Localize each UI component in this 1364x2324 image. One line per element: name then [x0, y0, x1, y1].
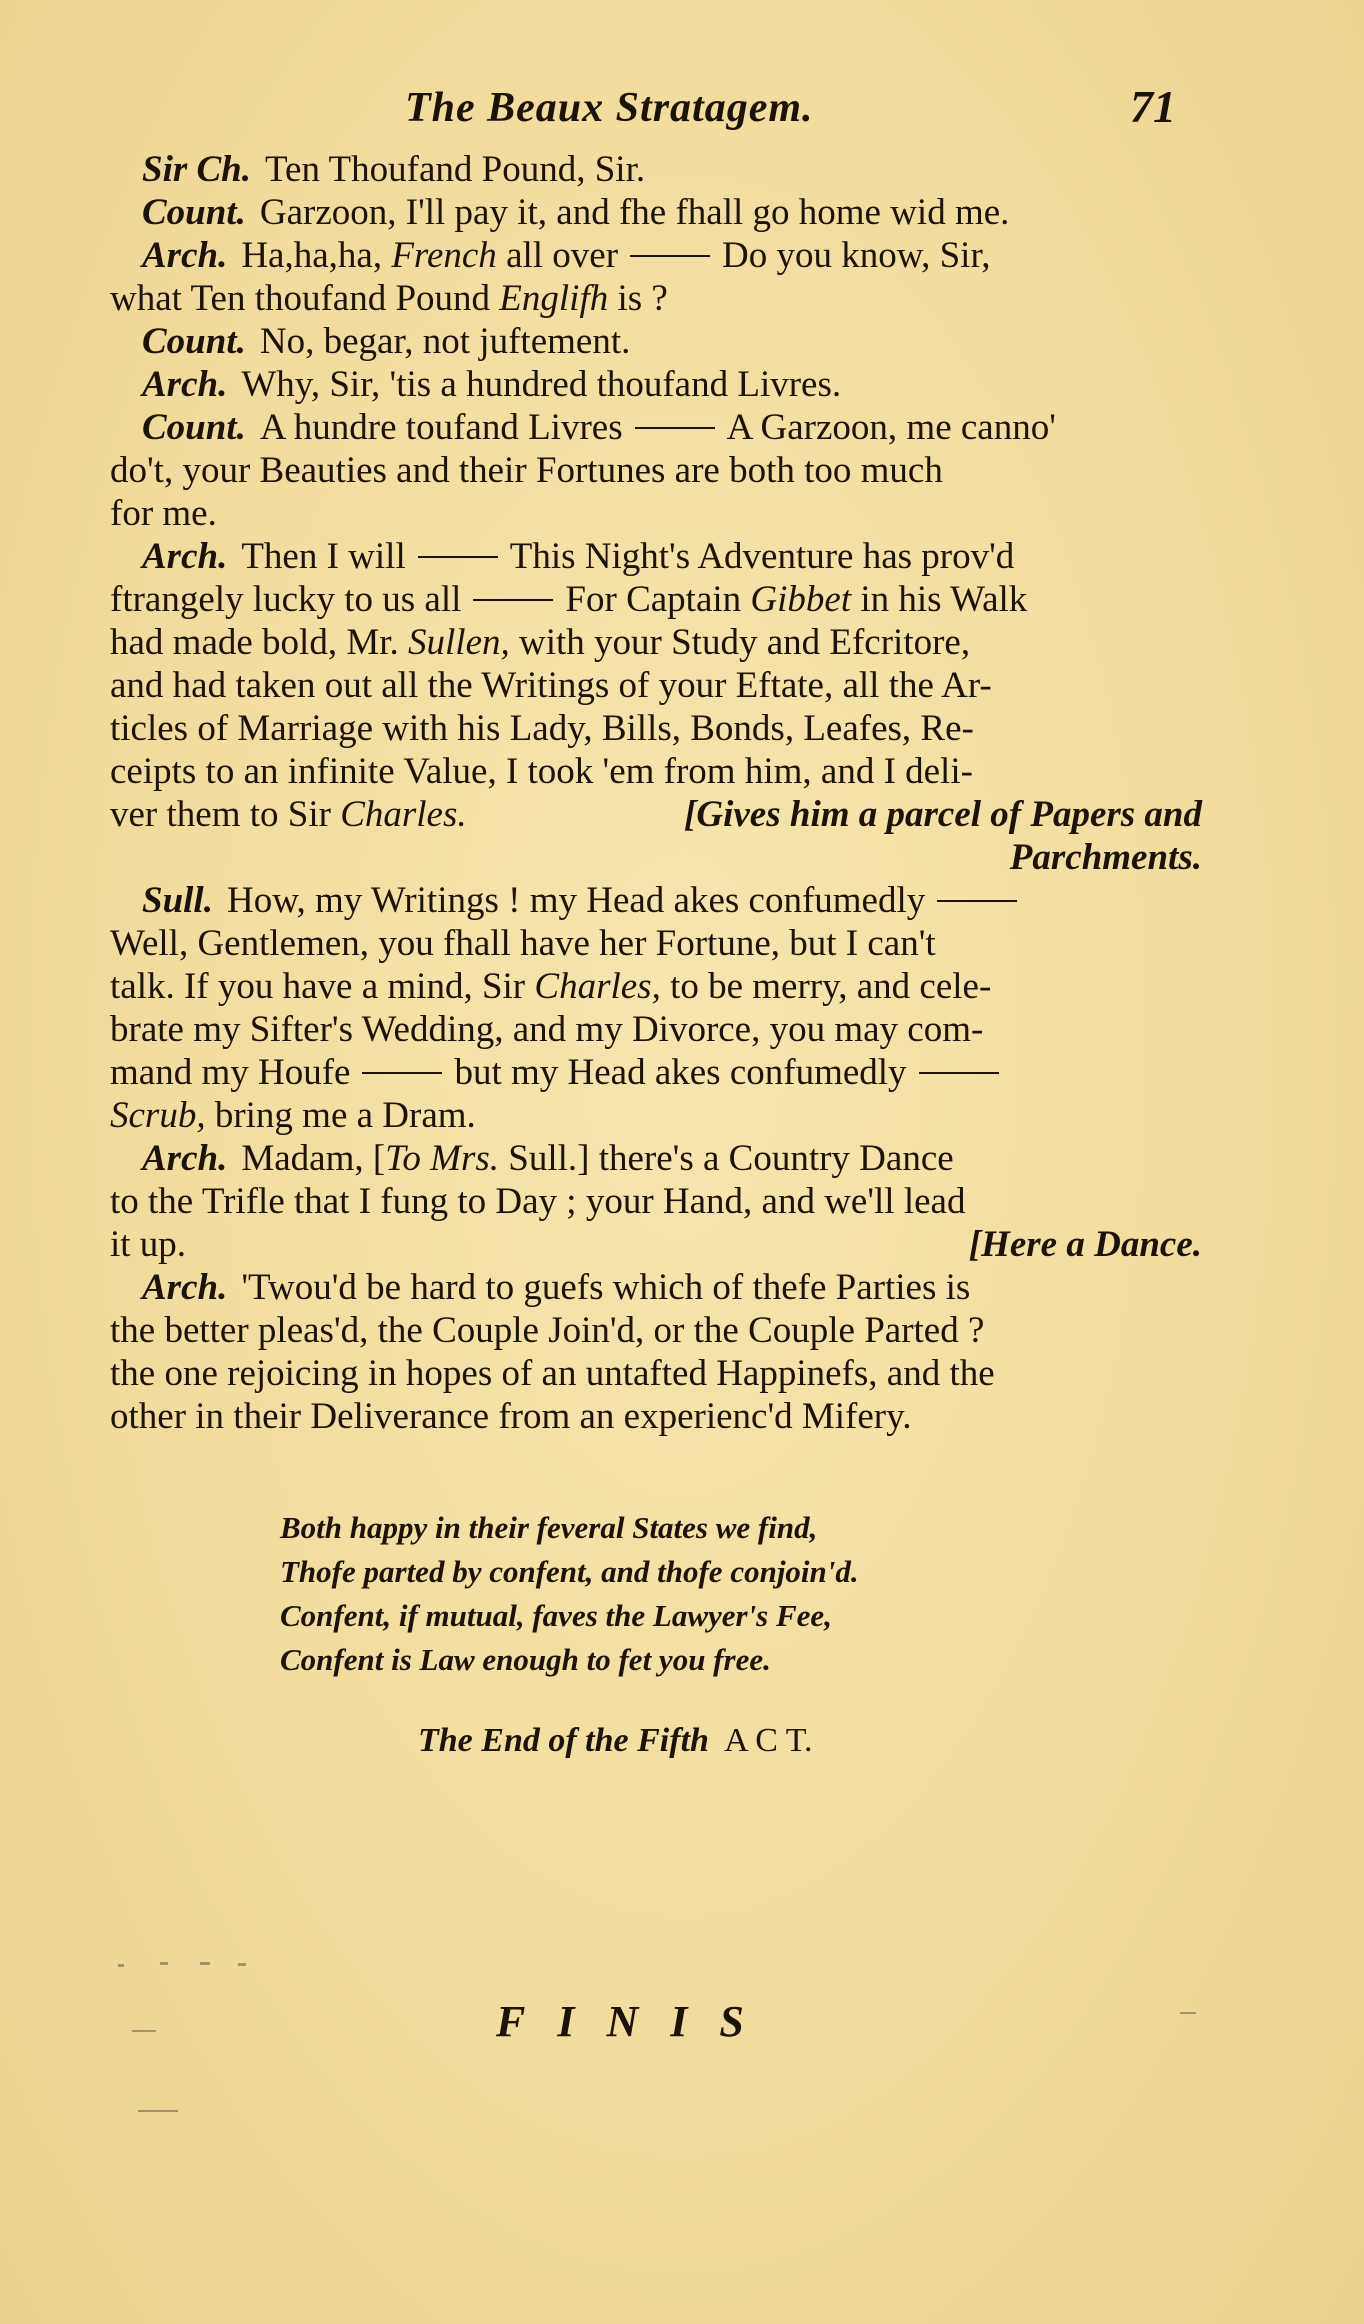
line-text: to be merry, and cele- — [670, 966, 992, 1007]
line-text: brate my Sifter's Wedding, and my Divorce, you may com- — [110, 1009, 984, 1050]
text-line — [110, 148, 1202, 191]
text-line — [110, 664, 1202, 707]
end-of-act-italic: The End of the Fifth — [418, 1722, 709, 1759]
text-line — [110, 879, 1202, 922]
line-text: do't, your Beauties and their Fortunes are both too much — [110, 450, 943, 491]
speaker-name: Sull. — [142, 880, 213, 921]
line-text: with your Study and Efcritore, — [519, 622, 971, 663]
line-text: For Captain — [565, 579, 742, 620]
text-line — [110, 1008, 1202, 1051]
verse-line: Thofe parted by confent, and thofe conjoin'd. — [280, 1554, 859, 1589]
text-line — [110, 1352, 1202, 1395]
speaker-name: Sir Ch. — [142, 149, 252, 190]
em-dash-rule — [418, 556, 498, 558]
line-text: but my Head akes confumedly — [454, 1052, 907, 1093]
line-text: to the Trifle that I fung to Day ; your Hand, and we'll lead — [110, 1181, 966, 1222]
text-line — [110, 1180, 1202, 1223]
em-dash-rule — [635, 427, 715, 429]
text-line — [110, 1137, 1202, 1180]
running-title: The Beaux Stratagem. — [405, 85, 814, 131]
text-line — [110, 363, 1202, 406]
paper-speck — [160, 1962, 168, 1965]
text-line — [110, 965, 1202, 1008]
paper-speck — [118, 1964, 124, 1967]
paper-speck — [138, 2110, 178, 2112]
line-text: Do you know, Sir, — [722, 235, 991, 276]
paper-speck — [132, 2030, 156, 2032]
speaker-name: Arch. — [142, 536, 228, 577]
line-text: and had taken out all the Writings of your Eftate, all the Ar- — [110, 665, 992, 706]
page-header — [0, 78, 1364, 138]
speaker-name: Count. — [142, 192, 246, 233]
end-of-act — [418, 1722, 813, 1760]
italic-word: Scrub, — [110, 1095, 206, 1136]
italic-word: Gibbet — [750, 579, 852, 620]
text-line — [110, 492, 1202, 535]
speaker-name: Arch. — [142, 364, 228, 405]
line-segment — [110, 793, 467, 836]
line-text: Madam, [ — [241, 1138, 386, 1179]
line-text: ceipts to an infinite Value, I took 'em from him, and I deli- — [110, 751, 973, 792]
line-text: all over — [506, 235, 619, 276]
line-text: This Night's Adventure has prov'd — [509, 536, 1015, 577]
line-text: Garzoon, I'll pay it, and fhe fhall go home wid me. — [259, 192, 1010, 233]
line-text: other in their Deliverance from an experienc'd Mifery. — [110, 1396, 912, 1437]
line-text: ver them to Sir — [110, 794, 331, 835]
text-line — [110, 1223, 1202, 1266]
stage-direction: [Gives him a parcel of Papers and — [684, 794, 1202, 835]
speaker-name: Arch. — [142, 1138, 228, 1179]
line-text: ticles of Marriage with his Lady, Bills, Bonds, Leafes, Re- — [110, 708, 974, 749]
stage-direction: Parchments. — [1009, 837, 1202, 878]
text-line — [110, 836, 1202, 879]
line-text: mand my Houfe — [110, 1052, 351, 1093]
line-text: 'Twou'd be hard to guefs which of thefe Parties is — [241, 1267, 971, 1308]
text-line — [110, 1266, 1202, 1309]
page-number: 71 — [1130, 81, 1176, 132]
text-line — [110, 1309, 1202, 1352]
line-text: ftrangely lucky to us all — [110, 579, 462, 620]
italic-word: Sullen, — [408, 622, 510, 663]
verse-line: Confent, if mutual, faves the Lawyer's Fee, — [280, 1598, 832, 1633]
text-line — [110, 277, 1202, 320]
speaker-name: Count. — [142, 407, 246, 448]
verse-line: Both happy in their feveral States we find, — [280, 1510, 818, 1545]
end-of-act-roman: A C T. — [724, 1722, 813, 1759]
line-text: had made bold, Mr. — [110, 622, 399, 663]
line-text: bring me a Dram. — [214, 1095, 476, 1136]
verse-line: Confent is Law enough to fet you free. — [280, 1642, 771, 1677]
italic-word: Charles, — [534, 966, 661, 1007]
paper-speck — [1180, 2012, 1196, 2014]
paper-speck — [200, 1962, 210, 1965]
stage-direction: [Here a Dance. — [968, 1224, 1202, 1265]
line-text: what Ten thoufand Pound — [110, 278, 491, 319]
line-text: Why, Sir, 'tis a hundred thoufand Livres. — [241, 364, 842, 405]
line-text: No, begar, not juftement. — [259, 321, 631, 362]
em-dash-rule — [473, 599, 553, 601]
italic-word: To Mrs. — [385, 1138, 499, 1179]
closing-verse — [280, 1506, 859, 1682]
line-text: Then I will — [241, 536, 406, 577]
italic-word: French — [391, 235, 497, 276]
finis: FINIS — [496, 1997, 776, 2046]
text-line — [110, 234, 1202, 277]
text-line — [110, 406, 1202, 449]
em-dash-rule — [630, 255, 710, 257]
text-line — [110, 1395, 1202, 1438]
line-text: Ha,ha,ha, — [241, 235, 383, 276]
em-dash-rule — [919, 1072, 999, 1074]
text-line — [110, 535, 1202, 578]
text-line — [110, 793, 1202, 836]
line-text: the better pleas'd, the Couple Join'd, or the Couple Parted ? — [110, 1310, 985, 1351]
text-line — [110, 621, 1202, 664]
line-text: the one rejoicing in hopes of an untafted Happinefs, and the — [110, 1353, 995, 1394]
text-line — [110, 750, 1202, 793]
paper-speck — [238, 1963, 246, 1966]
line-text: talk. If you have a mind, Sir — [110, 966, 526, 1007]
text-line — [110, 922, 1202, 965]
text-line — [110, 1094, 1202, 1137]
text-line — [110, 320, 1202, 363]
italic-word: Charles. — [340, 794, 467, 835]
line-text: A Garzoon, me canno' — [726, 407, 1056, 448]
text-line — [110, 191, 1202, 234]
line-text: A hundre toufand Livres — [259, 407, 623, 448]
text-line — [110, 449, 1202, 492]
speaker-name: Arch. — [142, 235, 228, 276]
line-text: How, my Writings ! my Head akes confumedly — [226, 880, 926, 921]
speaker-name: Count. — [142, 321, 246, 362]
line-text: it up. — [110, 1224, 187, 1265]
line-text: Sull.] there's a Country Dance — [508, 1138, 954, 1179]
speaker-name: Arch. — [142, 1267, 228, 1308]
line-text: Ten Thoufand Pound, Sir. — [265, 149, 646, 190]
text-line — [110, 1051, 1202, 1094]
text-line — [110, 707, 1202, 750]
dialogue-text — [110, 148, 1202, 1438]
italic-word: Englifh — [499, 278, 609, 319]
text-line — [110, 578, 1202, 621]
line-text: in his Walk — [860, 579, 1028, 620]
line-text: Well, Gentlemen, you fhall have her Fortune, but I can't — [110, 923, 936, 964]
line-text: for me. — [110, 493, 217, 534]
line-text: is ? — [617, 278, 668, 319]
em-dash-rule — [937, 900, 1017, 902]
em-dash-rule — [362, 1072, 442, 1074]
